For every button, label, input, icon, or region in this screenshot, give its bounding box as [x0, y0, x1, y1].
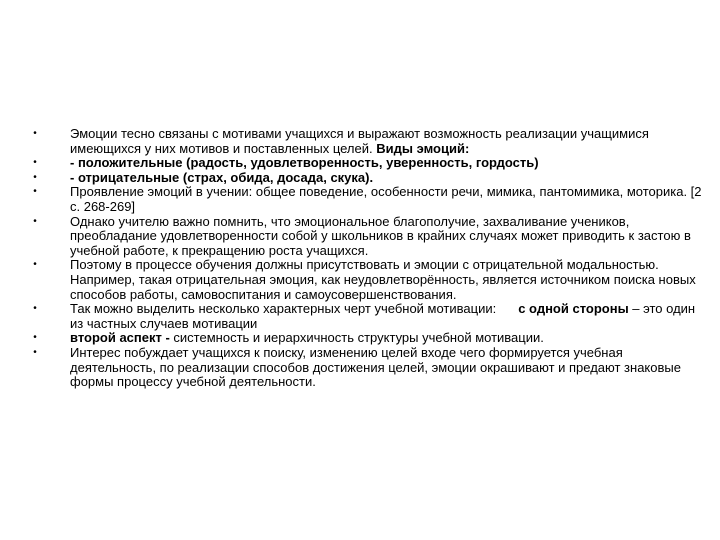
bold-text: - положительные (радость, удовлетворенность, уверенность, гордость)	[70, 155, 539, 171]
list-item	[30, 331, 702, 346]
bullet-dot-icon: •	[33, 215, 37, 227]
bullet-dot-icon: •	[33, 186, 37, 198]
body-text: Так можно выделить несколько характерных черт учебной мотивации:	[70, 301, 497, 317]
body-text: Эмоции тесно связаны с мотивами учащихся и выражают возможность реализации учащимися имеющихся у них мотивов и поставленных целей.	[70, 126, 649, 156]
bullet-list	[30, 127, 702, 390]
body-text: Проявление эмоций в учении: общее поведение, особенности речи, мимика, пантомимика, моторика. [2 с. 268-269]	[70, 184, 702, 214]
body-text: Интерес побуждает учащихся к поиску, изменению целей входе чего формируется учебная деятельность, по реализации способов достижения целей, эмоции окрашивают и предают знаковые формы процессу учебной деятельности.	[70, 344, 681, 390]
body-text: – это один из частных случаев мотивации	[70, 301, 696, 331]
list-item	[30, 346, 702, 390]
bullet-dot-icon: •	[33, 157, 37, 169]
body-text: системность и иерархичность структуры учебной мотивации.	[173, 330, 544, 346]
bullet-dot-icon: •	[33, 303, 37, 315]
list-item	[30, 302, 702, 331]
list-item	[30, 171, 702, 186]
bullet-dot-icon: •	[33, 259, 37, 271]
bold-text: с одной стороны	[518, 301, 629, 317]
bullet-dot-icon: •	[33, 332, 37, 344]
list-item	[30, 215, 702, 259]
list-item	[30, 127, 702, 156]
bold-text: Виды эмоций:	[376, 140, 470, 156]
bullet-dot-icon: •	[33, 171, 37, 183]
bold-text: второй аспект -	[70, 330, 174, 346]
body-text: Поэтому в процессе обучения должны присутствовать и эмоции с отрицательной модальностью. Например, такая отрицательная эмоция, как неудовлетворённость, является источником поиска новых способов работы, самовоспитания и самоусовершенствования.	[70, 257, 696, 302]
body-text: Однако учителю важно помнить, что эмоциональное благополучие, захваливание учеников, преобладание удовлетворенности собой у школьников в крайних случаях может приводить к застою в учебной работе, к прекращению роста учащихся.	[70, 213, 691, 258]
list-item	[30, 185, 702, 214]
bullet-dot-icon: •	[33, 346, 37, 358]
bold-text: - отрицательные (страх, обида, досада, скука).	[70, 169, 374, 185]
list-item	[30, 156, 702, 171]
bullet-dot-icon: •	[33, 128, 37, 139]
list-item	[30, 258, 702, 302]
